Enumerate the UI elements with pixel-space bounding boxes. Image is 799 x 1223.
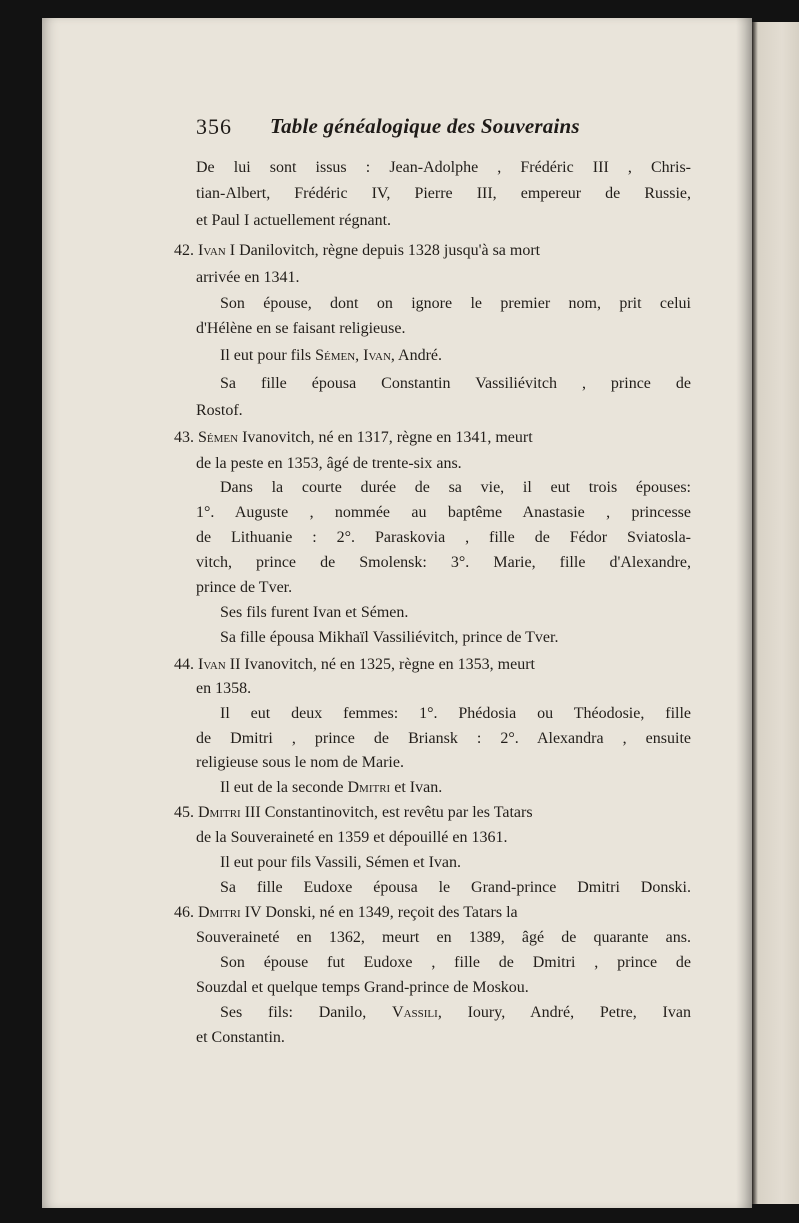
text-line: religieuse sous le nom de Marie.	[196, 754, 404, 771]
text-line: Souveraineté en 1362, meurt en 1389, âgé de quarante ans.	[196, 929, 691, 946]
entry-46	[174, 903, 691, 923]
text-line: Dans la courte durée de sa vie, il eut trois épouses:	[220, 479, 691, 496]
entry-43	[174, 428, 691, 448]
text-span: Il eut pour fils	[220, 347, 316, 364]
entry-text: III Constantinovitch, est revêtu par les Tatars	[240, 804, 533, 821]
ruler-name: Ivan	[363, 347, 391, 364]
text-line: Ses fils furent Ivan et Sémen.	[220, 604, 409, 621]
text-line: Rostof.	[196, 402, 243, 419]
page-number: 356	[196, 114, 232, 139]
text-line	[220, 778, 442, 798]
entry-42	[174, 241, 691, 261]
text-span: Ses fils: Danilo,	[220, 1004, 393, 1021]
text-line: Sa fille Eudoxe épousa le Grand-prince Dmitri Donski.	[220, 879, 691, 896]
text-line: de Dmitri , prince de Briansk : 2°. Alexandra , ensuite	[196, 730, 691, 747]
ruler-name: Dmitri	[198, 904, 241, 921]
text-line: de Lithuanie : 2°. Paraskovia , fille de Fédor Sviatosla-	[196, 529, 691, 546]
text-line	[220, 1003, 691, 1023]
entry-number: 42.	[174, 242, 194, 259]
text-span: , André.	[390, 347, 443, 364]
text-span: Il eut de la seconde	[220, 779, 348, 796]
entry-text: I Danilovitch, règne depuis 1328 jusqu'à sa mort	[225, 242, 541, 259]
entry-text: II Ivanovitch, né en 1325, règne en 1353, meurt	[225, 656, 535, 673]
text-span: et Ivan.	[390, 779, 443, 796]
text-span: ,	[355, 347, 364, 364]
ruler-name: Ivan	[198, 656, 226, 673]
text-line: et Constantin.	[196, 1029, 285, 1046]
entry-number: 43.	[174, 429, 194, 446]
text-line: vitch, prince de Smolensk: 3°. Marie, fille d'Alexandre,	[196, 554, 691, 571]
ruler-name: Sémen	[315, 347, 356, 364]
page-header	[196, 114, 626, 144]
entry-text: Ivanovitch, né en 1317, règne en 1341, meurt	[238, 429, 533, 446]
text-line: De lui sont issus : Jean-Adolphe , Frédéric III , Chris-	[196, 159, 691, 176]
text-line: Son épouse, dont on ignore le premier nom, prit celui	[220, 295, 691, 312]
text-line: de la Souveraineté en 1359 et dépouillé en 1361.	[196, 829, 508, 846]
ruler-name: Dmitri	[347, 779, 391, 796]
entry-number: 44.	[174, 656, 194, 673]
ruler-name: Ivan	[198, 242, 226, 259]
text-line: prince de Tver.	[196, 579, 293, 596]
text-line: d'Hélène en se faisant religieuse.	[196, 320, 406, 337]
text-line: Il eut pour fils Vassili, Sémen et Ivan.	[220, 854, 461, 871]
text-line	[220, 346, 442, 366]
text-line: et Paul I actuellement régnant.	[196, 212, 392, 229]
gutter-shadow	[736, 18, 752, 1208]
ruler-name: Vassili	[392, 1004, 438, 1021]
entry-number: 45.	[174, 804, 194, 821]
ruler-name: Sémen	[198, 429, 239, 446]
entry-44	[174, 655, 691, 675]
ruler-name: Dmitri	[198, 804, 241, 821]
text-line: de la peste en 1353, âgé de trente-six ans.	[196, 455, 462, 472]
text-line: Son épouse fut Eudoxe , fille de Dmitri , prince de	[220, 954, 691, 971]
text-span: , Ioury, André, Petre, Ivan	[437, 1004, 691, 1021]
running-title: Table généalogique des Souverains	[270, 114, 580, 138]
text-line: Sa fille épousa Constantin Vassiliévitch , prince de	[220, 375, 691, 392]
text-line: Souzdal et quelque temps Grand-prince de Moskou.	[196, 979, 529, 996]
text-line: Sa fille épousa Mikhaïl Vassiliévitch, prince de Tver.	[220, 629, 559, 646]
facing-page-edge	[752, 22, 799, 1204]
text-line: tian-Albert, Frédéric IV, Pierre III, empereur de Russie,	[196, 185, 691, 202]
text-line: arrivée en 1341.	[196, 269, 300, 286]
text-line: 1°. Auguste , nommée au baptême Anastasie , princesse	[196, 504, 691, 521]
entry-number: 46.	[174, 904, 194, 921]
entry-45	[174, 803, 691, 823]
entry-text: IV Donski, né en 1349, reçoit des Tatars la	[240, 904, 518, 921]
text-line: en 1358.	[196, 680, 252, 697]
text-line: Il eut deux femmes: 1°. Phédosia ou Théodosie, fille	[220, 705, 691, 722]
